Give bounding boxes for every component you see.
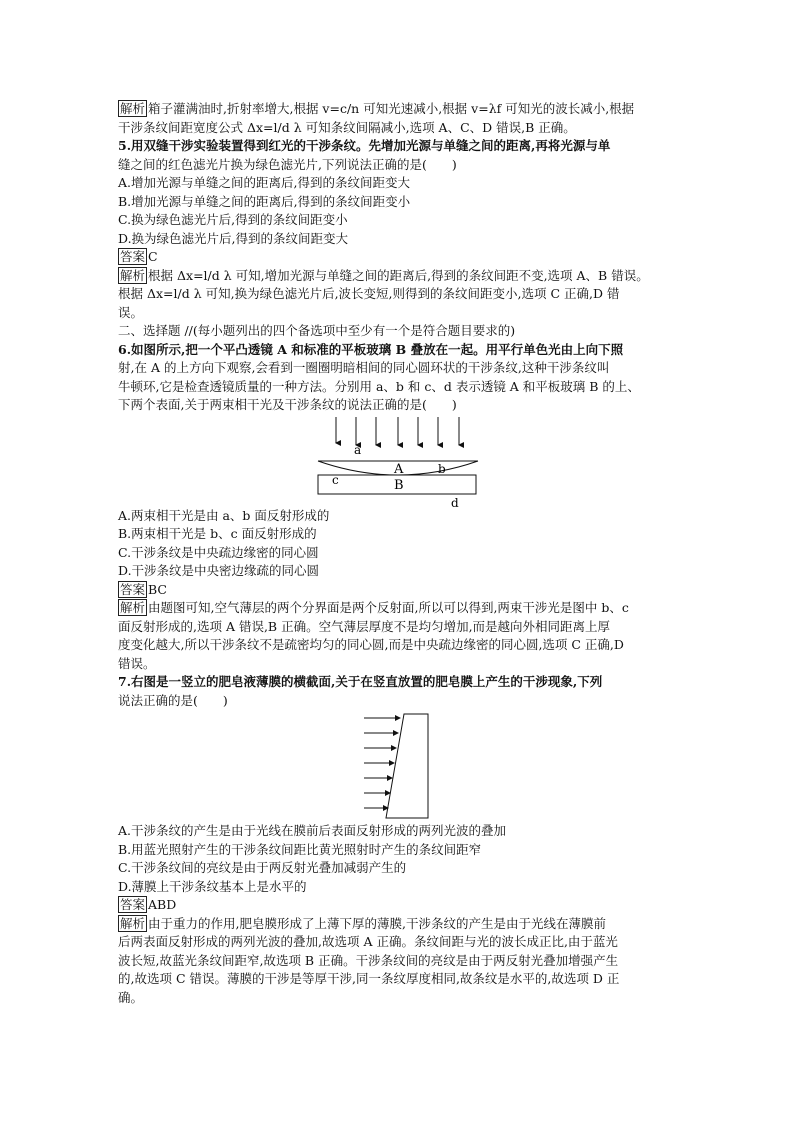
newton-ring-diagram (118, 415, 698, 507)
question-6-stem: 6.如图所示,把一个平凸透镜 A 和标准的平板玻璃 B 叠放在一起。用平行单色光由上向下照 (118, 341, 624, 357)
label-A: A (394, 461, 404, 477)
analysis-tag: 解析 (120, 600, 146, 615)
option-b: B.增加光源与单缝之间的距离后,得到的条纹间距变小 (118, 193, 411, 209)
option-d: D.薄膜上干涉条纹基本上是水平的 (118, 878, 307, 894)
analysis-line: 确。 (118, 989, 144, 1005)
analysis-line: 解析 箱子灌满油时,折射率增大,根据 v=c/n 可知光速减小,根据 v=λf 可知光的波长减小,根据 (120, 101, 635, 116)
analysis-tag: 解析 (120, 101, 146, 116)
question-6-stem-cont: 下两个表面,关于两束相干光及干涉条纹的说法正确的是( ) (118, 397, 457, 412)
option-a: A.两束相干光是由 a、b 面反射形成的 (118, 507, 330, 523)
question-6-stem-cont: 牛顿环,它是检查透镜质量的一种方法。分别用 a、b 和 c、d 表示透镜 A 和平板玻璃 B 的上、 (118, 378, 640, 394)
analysis-line: 度变化越大,所以干涉条纹不是疏密均匀的同心圆,而是中央疏边缘密的同心圆,选项 C 正确,D (118, 637, 624, 652)
option-d: D.干涉条纹是中央密边缘疏的同心圆 (118, 563, 320, 578)
label-d: d (451, 495, 459, 507)
answer-line (118, 581, 698, 600)
analysis-tag: 解析 (120, 915, 146, 931)
incident-light-arrows (336, 417, 459, 445)
analysis-line: 波长短,故蓝光条纹间距窄,故选项 B 正确。干涉条纹间的亮纹是由于两反射光叠加增强产生 (118, 952, 619, 968)
soap-film-diagram (118, 710, 698, 822)
soap-film-cross-section (386, 714, 428, 818)
newton-ring-figure (118, 415, 698, 507)
option-a: A.增加光源与单缝之间的距离后,得到的条纹间距变大 (118, 175, 410, 190)
incident-light-arrows (364, 718, 400, 808)
answer-line (118, 248, 698, 267)
analysis-line: 解析 由题图可知,空气薄层的两个分界面是两个反射面,所以可以得到,两束干涉光是图中 b、c (120, 600, 629, 615)
question-5-stem: 5.用双缝干涉实验装置得到红光的干涉条纹。先增加光源与单缝之间的距离,再将光源与单 (118, 138, 611, 153)
option-c: C.干涉条纹间的亮纹是由于两反射光叠加减弱产生的 (118, 860, 407, 875)
answer-tag: 答案 (120, 249, 146, 264)
answer-tag: 答案 (120, 581, 146, 597)
question-6-stem-cont: 射,在 A 的上方向下观察,会看到一圈圈明暗相间的同心圆环状的干涉条纹,这种干涉条纹叫 (118, 360, 610, 375)
option-c: C.换为绿色滤光片后,得到的条纹间距变小 (118, 212, 348, 227)
analysis-line: 根据 Δx=l/d λ 可知,换为绿色滤光片后,波长变短,则得到的条纹间距变小,选项 C 正确,D 错 (118, 286, 620, 301)
analysis-line: 面反射形成的,选项 A 错误,B 正确。空气薄层厚度不是均匀增加,而是越向外相同距离上厚 (118, 618, 611, 634)
option-b: B.用蓝光照射产生的干涉条纹间距比黄光照射时产生的条纹间距窄 (118, 841, 482, 857)
question-7-stem: 7.右图是一竖立的肥皂液薄膜的横截面,关于在竖直放置的肥皂膜上产生的干涉现象,下列 (118, 674, 603, 689)
analysis-line: 的,故选项 C 错误。薄膜的干涉是等厚干涉,同一条纹厚度相同,故条纹是水平的,故选项 D 正 (118, 971, 620, 986)
soap-film-figure (118, 710, 698, 822)
analysis-tag: 解析 (120, 267, 146, 283)
document-page (118, 100, 698, 1007)
label-b: b (438, 461, 446, 476)
option-a: A.干涉条纹的产生是由于光线在膜前后表面反射形成的两列光波的叠加 (118, 823, 507, 838)
option-c: C.干涉条纹是中央疏边缘密的同心圆 (118, 544, 319, 560)
analysis-line: 解析 根据 Δx=l/d λ 可知,增加光源与单缝之间的距离后,得到的条纹间距不变,选项 A、B 错误。 (120, 267, 649, 283)
label-B: B (394, 477, 404, 493)
answer-value: C (148, 249, 158, 264)
analysis-line: 后两表面反射形成的两列光波的叠加,故选项 A 正确。条纹间距与光的波长成正比,由于蓝光 (118, 934, 618, 949)
option-d: D.换为绿色滤光片后,得到的条纹间距变大 (118, 230, 349, 246)
label-c: c (332, 472, 339, 487)
question-7-stem-cont: 说法正确的是( ) (118, 692, 228, 708)
analysis-line: 解析 由于重力的作用,肥皂膜形成了上薄下厚的薄膜,干涉条纹的产生是由于光线在薄膜前 (120, 915, 606, 931)
answer-value: BC (148, 581, 167, 597)
answer-value: ABD (148, 897, 177, 912)
analysis-line: 干涉条纹间距宽度公式 Δx=l/d λ 可知条纹间隔减小,选项 A、C、D 错误,B 正确。 (118, 119, 576, 135)
answer-line (118, 896, 698, 915)
option-b: B.两束相干光是 b、c 面反射形成的 (118, 526, 317, 541)
label-a: a (354, 442, 362, 457)
analysis-line: 误。 (118, 304, 144, 320)
analysis-line: 错误。 (118, 655, 156, 671)
section-heading: 二、选择题 //(每小题列出的四个备选项中至少有一个是符合题目要求的) (118, 323, 516, 338)
question-5-stem-cont: 缝之间的红色滤光片换为绿色滤光片,下列说法正确的是( ) (118, 156, 457, 172)
answer-tag: 答案 (120, 897, 146, 912)
